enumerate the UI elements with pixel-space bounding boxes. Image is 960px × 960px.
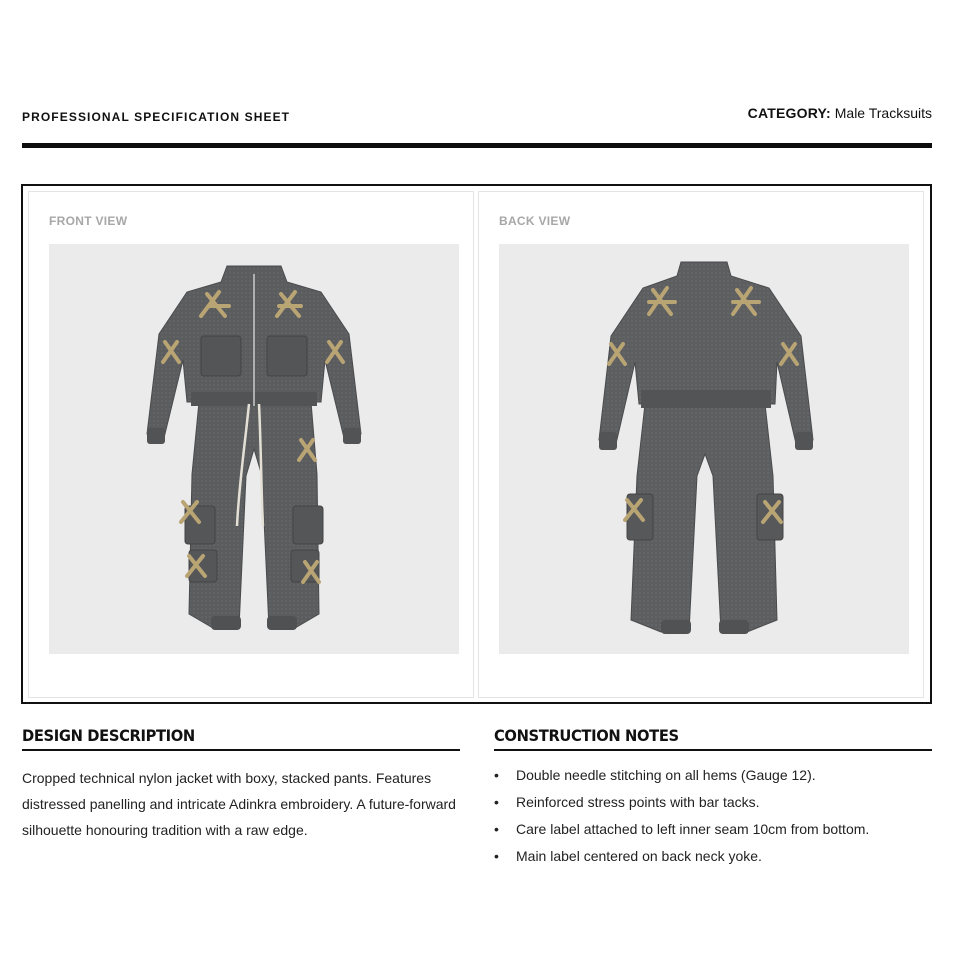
back-view-photo	[499, 244, 909, 654]
bullet-icon: •	[494, 794, 499, 810]
design-description-title: DESIGN DESCRIPTION	[22, 726, 195, 745]
front-pants	[185, 402, 323, 630]
views-frame	[21, 184, 932, 704]
back-view-panel	[478, 191, 924, 698]
header-divider	[22, 143, 932, 148]
design-description-section	[22, 726, 460, 843]
category-value: Male Tracksuits	[834, 105, 932, 121]
bullet-icon: •	[494, 767, 499, 783]
sheet-header	[22, 104, 932, 130]
front-view-photo	[49, 244, 459, 654]
front-view-label: FRONT VIEW	[49, 214, 128, 228]
construction-notes-divider	[494, 749, 932, 751]
construction-notes-title: CONSTRUCTION NOTES	[494, 726, 679, 745]
document-title: PROFESSIONAL SPECIFICATION SHEET	[22, 110, 291, 124]
back-view-label: BACK VIEW	[499, 214, 571, 228]
design-description-divider	[22, 749, 460, 751]
category-label: CATEGORY:	[747, 105, 831, 121]
note-text: Care label attached to left inner seam 10cm from bottom.	[516, 821, 870, 837]
list-item	[494, 843, 932, 870]
design-description-text: Cropped technical nylon jacket with boxy, stacked pants. Features distressed panelling and intricate Adinkra embroidery. A future-forward silhouette honouring tradition with a raw edge.	[22, 770, 456, 838]
list-item	[494, 789, 932, 816]
list-item	[494, 816, 932, 843]
category-line	[748, 105, 932, 121]
construction-notes-list	[494, 762, 932, 870]
construction-notes-section	[494, 726, 932, 870]
note-text: Main label centered on back neck yoke.	[516, 848, 762, 864]
note-text: Double needle stitching on all hems (Gauge 12).	[516, 767, 816, 783]
note-text: Reinforced stress points with bar tacks.	[516, 794, 760, 810]
list-item	[494, 762, 932, 789]
front-view-panel	[28, 191, 474, 698]
back-pants	[627, 404, 783, 634]
bullet-icon: •	[494, 848, 499, 864]
bullet-icon: •	[494, 821, 499, 837]
